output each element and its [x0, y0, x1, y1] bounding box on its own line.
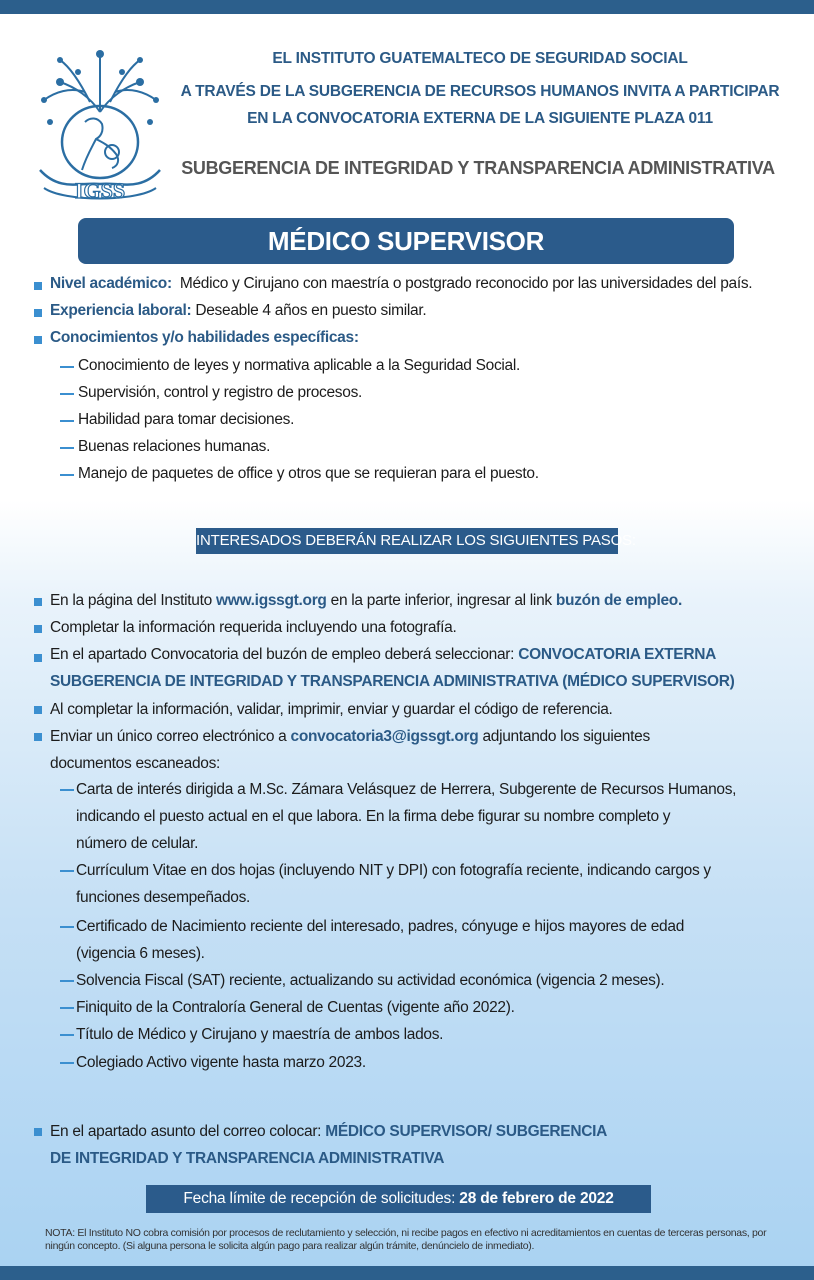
deadline-label: Fecha límite de recepción de solicitudes:: [183, 1190, 456, 1207]
bullet-dash: [60, 393, 74, 395]
bullet-square: [34, 733, 42, 741]
step-1: [50, 591, 682, 611]
step-2: Completar la información requerida incluyendo una fotografía.: [50, 619, 457, 636]
step-6-text: En el apartado asunto del correo colocar:: [50, 1123, 322, 1140]
req-experience-label: Experiencia laboral:: [50, 302, 192, 319]
bullet-square: [34, 654, 42, 662]
igss-logo: [30, 42, 170, 212]
step-6: [50, 1122, 607, 1142]
step-1-text-b: en la parte inferior, ingresar al link: [330, 592, 552, 609]
doc-item-cont: indicando el puesto actual en el que labora. En la firma debe figurar su nombre completo y: [76, 808, 671, 825]
top-border-bar: [0, 0, 814, 14]
step-3-highlight-2: SUBGERENCIA DE INTEGRIDAD Y TRANSPARENCIA ADMINISTRATIVA (MÉDICO SUPERVISOR): [50, 673, 735, 690]
bullet-dash: [60, 789, 74, 791]
doc-item: Carta de interés dirigida a M.Sc. Zámara Velásquez de Herrera, Subgerente de Recursos Humanos,: [76, 781, 737, 798]
skill-item: Supervisión, control y registro de procesos.: [78, 384, 363, 401]
step-6-highlight: MÉDICO SUPERVISOR/ SUBGERENCIA: [325, 1123, 608, 1140]
bullet-dash: [60, 474, 74, 476]
req-experience-value: Deseable 4 años en puesto similar.: [195, 302, 427, 319]
footer-note: NOTA: El Instituto NO cobra comisión por procesos de reclutamiento y selección, ni recibe pagos en efectivo ni acreditamientos en cuentas de terceras personas, por ningún concepto. (Si alguna persona le solicita algún pago para realizar algún trámite, denúncielo de inmediato).: [45, 1227, 767, 1252]
bullet-square: [34, 706, 42, 714]
step-5-text: Enviar un único correo electrónico a: [50, 728, 287, 745]
header-convocatoria: EN LA CONVOCATORIA EXTERNA DE LA SIGUIENTE PLAZA 011: [247, 110, 713, 127]
position-title: MÉDICO SUPERVISOR: [78, 218, 734, 264]
step-5-text-c: documentos escaneados:: [50, 755, 221, 772]
step-3-text: En el apartado Convocatoria del buzón de empleo deberá seleccionar:: [50, 646, 515, 663]
skill-item: Conocimiento de leyes y normativa aplicable a la Seguridad Social.: [78, 357, 521, 374]
bullet-dash: [60, 980, 74, 982]
bullet-dash: [60, 447, 74, 449]
doc-item: Currículum Vitae en dos hojas (incluyendo NIT y DPI) con fotografía reciente, indicando cargos y: [76, 862, 711, 879]
doc-item: Finiquito de la Contraloría General de Cuentas (vigente año 2022).: [76, 999, 515, 1016]
doc-item-cont: funciones desempeñados.: [76, 889, 251, 906]
bullet-square: [34, 309, 42, 317]
req-skills-label: Conocimientos y/o habilidades específicas:: [50, 329, 359, 346]
step-5-text-b: adjuntando los siguientes: [482, 728, 650, 745]
bullet-dash: [60, 926, 74, 928]
doc-item: Colegiado Activo vigente hasta marzo 2023.: [76, 1054, 366, 1071]
step-4: Al completar la información, validar, imprimir, enviar y guardar el código de referencia.: [50, 701, 613, 718]
bullet-square: [34, 282, 42, 290]
bullet-square: [34, 1128, 42, 1136]
bullet-square: [34, 336, 42, 344]
bullet-square: [34, 598, 42, 606]
logo-lettering: IGSS: [74, 178, 126, 203]
doc-item-cont: número de celular.: [76, 835, 199, 852]
req-experience: [50, 301, 426, 321]
skill-item: Habilidad para tomar decisiones.: [78, 411, 295, 428]
header-subgerencia: SUBGERENCIA DE INTEGRIDAD Y TRANSPARENCIA ADMINISTRATIVA: [181, 158, 775, 178]
step-5: [50, 727, 650, 747]
req-academic-value: Médico y Cirujano con maestría o postgrado reconocido por las universidades del país.: [179, 275, 753, 292]
deadline-banner: [146, 1185, 651, 1213]
email-link[interactable]: convocatoria3@igssgt.org: [290, 728, 479, 745]
skill-item: Manejo de paquetes de office y otros que se requieran para el puesto.: [78, 465, 539, 482]
step-1-text: En la página del Instituto: [50, 592, 212, 609]
doc-item: Solvencia Fiscal (SAT) reciente, actualizando su actividad económica (vigencia 2 meses).: [76, 972, 665, 989]
bottom-border-bar: [0, 1266, 814, 1280]
bullet-dash: [60, 1007, 74, 1009]
bullet-dash: [60, 366, 74, 368]
step-3: [50, 645, 716, 665]
step-3-highlight: CONVOCATORIA EXTERNA: [518, 646, 716, 663]
bullet-dash: [60, 1062, 74, 1064]
bullet-dash: [60, 1034, 74, 1036]
step-6-highlight-2: DE INTEGRIDAD Y TRANSPARENCIA ADMINISTRATIVA: [50, 1150, 445, 1167]
website-link[interactable]: www.igssgt.org: [215, 592, 327, 609]
skill-item: Buenas relaciones humanas.: [78, 438, 271, 455]
doc-item-cont: (vigencia 6 meses).: [76, 945, 205, 962]
doc-item: Certificado de Nacimiento reciente del interesado, padres, cónyuge e hijos mayores de edad: [76, 918, 685, 935]
header-invitation: A TRAVÉS DE LA SUBGERENCIA DE RECURSOS HUMANOS INVITA A PARTICIPAR: [180, 83, 780, 100]
bullet-dash: [60, 420, 74, 422]
doc-item: Título de Médico y Cirujano y maestría de ambos lados.: [76, 1026, 444, 1043]
job-mailbox-link[interactable]: buzón de empleo.: [555, 592, 682, 609]
req-academic-label: Nivel académico:: [50, 275, 172, 292]
steps-title: INTERESADOS DEBERÁN REALIZAR LOS SIGUIENTES PASOS:: [196, 528, 618, 554]
header-institute: EL INSTITUTO GUATEMALTECO DE SEGURIDAD SOCIAL: [272, 50, 688, 67]
bullet-dash: [60, 870, 74, 872]
bullet-square: [34, 625, 42, 633]
deadline-date: 28 de febrero de 2022: [459, 1190, 614, 1207]
req-academic: [50, 274, 752, 294]
